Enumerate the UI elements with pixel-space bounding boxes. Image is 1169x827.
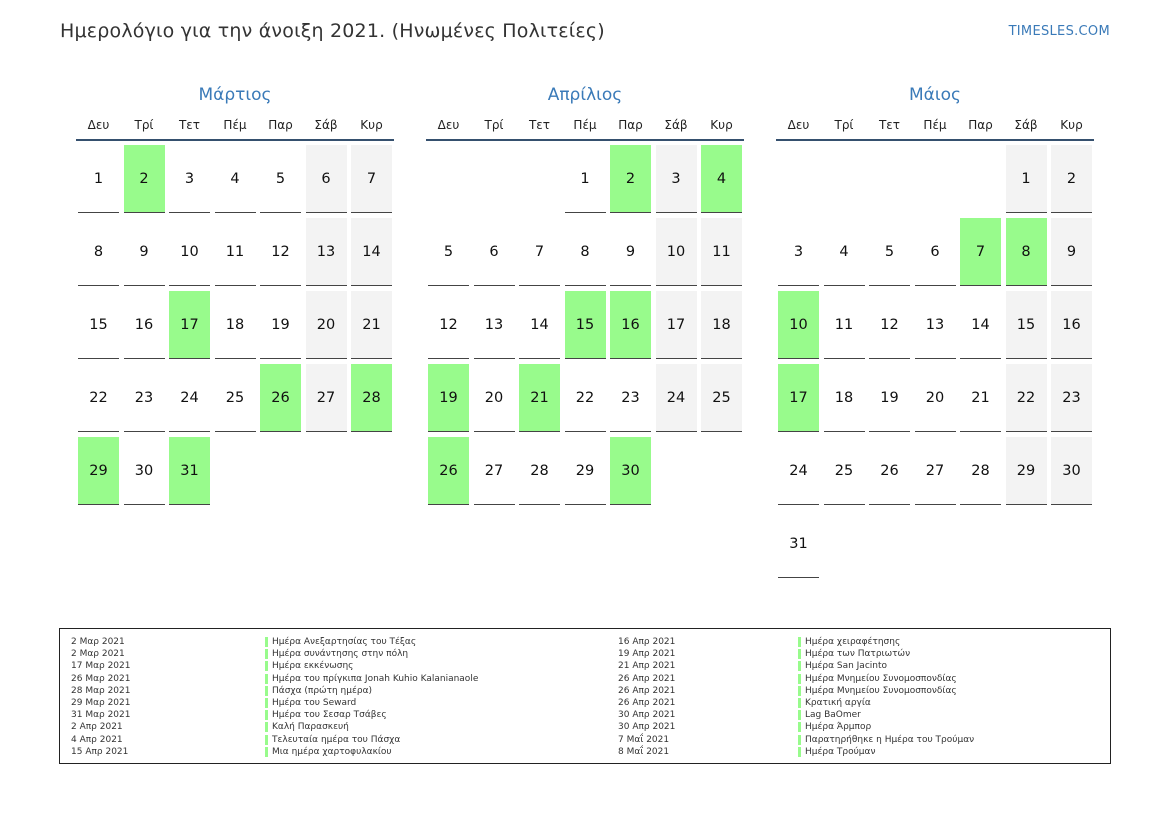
weekday-label: Δευ <box>787 118 810 132</box>
legend-holiday-name: Ημέρα των Πατριωτών <box>798 648 974 660</box>
holiday-day-cell[interactable]: 17 <box>169 291 210 359</box>
day-cell[interactable]: 10 <box>169 218 210 286</box>
legend-holiday-name: Ημέρα Μνημείου Συνομοσπονδίας <box>798 673 974 685</box>
empty-cell <box>519 145 560 213</box>
weekday-label: Σάβ <box>1014 118 1038 132</box>
legend-date: 16 Απρ 2021 <box>618 637 676 647</box>
holiday-day-cell[interactable]: 28 <box>351 364 392 432</box>
legend-holiday-name: Ημέρα του πρίγκιπα Jonah Kuhio Kalanianaole <box>265 673 478 685</box>
holiday-day-cell[interactable]: 26 <box>428 437 469 505</box>
day-cell[interactable]: 19 <box>260 291 301 359</box>
day-cell[interactable]: 18 <box>824 364 865 432</box>
weekday-label: Πέμ <box>923 118 947 132</box>
weekday-label: Τετ <box>178 118 201 132</box>
weekday-label: Κυρ <box>1060 118 1083 132</box>
legend-holiday-name: Ημέρα San Jacinto <box>798 660 974 672</box>
day-cell[interactable]: 25 <box>824 437 865 505</box>
weekday-label: Κυρ <box>360 118 383 132</box>
day-cell[interactable]: 15 <box>78 291 119 359</box>
day-cell[interactable]: 14 <box>960 291 1001 359</box>
legend-date: 2 Μαρ 2021 <box>71 637 125 647</box>
day-cell[interactable]: 11 <box>701 218 742 286</box>
weekday-header <box>426 117 744 141</box>
day-cell[interactable]: 6 <box>915 218 956 286</box>
day-cell[interactable]: 23 <box>124 364 165 432</box>
day-cell[interactable]: 1 <box>565 145 606 213</box>
day-cell[interactable]: 3 <box>656 145 697 213</box>
day-cell[interactable]: 20 <box>474 364 515 432</box>
holiday-day-cell[interactable]: 31 <box>169 437 210 505</box>
legend-dates-left <box>71 636 131 758</box>
day-cell[interactable]: 7 <box>519 218 560 286</box>
day-cell[interactable]: 3 <box>169 145 210 213</box>
empty-cell <box>778 145 819 213</box>
day-cell[interactable]: 25 <box>701 364 742 432</box>
month-march <box>76 83 394 505</box>
legend-holiday-name: Ημέρα συνάντησης στην πόλη <box>265 648 478 660</box>
legend-names-right <box>798 636 974 758</box>
day-cell[interactable]: 4 <box>824 218 865 286</box>
day-cell[interactable]: 8 <box>565 218 606 286</box>
day-cell[interactable]: 24 <box>778 437 819 505</box>
day-cell[interactable]: 28 <box>960 437 1001 505</box>
weekday-label: Κυρ <box>710 118 733 132</box>
legend-holiday-name: Παρατηρήθηκε η Ημέρα του Τρούμαν <box>798 734 974 746</box>
legend-date: 4 Απρ 2021 <box>71 734 123 745</box>
weekday-label: Σάβ <box>314 118 338 132</box>
legend-date: 30 Απρ 2021 <box>618 722 676 733</box>
day-cell[interactable]: 30 <box>124 437 165 505</box>
legend-holiday-name: Lag BaOmer <box>798 709 974 721</box>
weekday-label: Δευ <box>87 118 110 132</box>
empty-cell <box>824 145 865 213</box>
legend-date: 7 Μαΐ 2021 <box>618 734 670 745</box>
weekday-label: Παρ <box>268 118 293 132</box>
legend-holiday-name: Μια ημέρα χαρτοφυλακίου <box>265 746 478 758</box>
month-name: Μάρτιος <box>198 85 272 105</box>
day-cell[interactable]: 13 <box>306 218 347 286</box>
weekday-label: Τρί <box>484 118 504 132</box>
weekday-label: Τετ <box>528 118 551 132</box>
day-cell[interactable]: 14 <box>519 291 560 359</box>
day-cell[interactable]: 14 <box>351 218 392 286</box>
day-cell[interactable]: 1 <box>78 145 119 213</box>
day-cell[interactable]: 31 <box>778 510 819 578</box>
day-cell[interactable]: 8 <box>78 218 119 286</box>
month-may <box>776 83 1094 578</box>
day-cell[interactable]: 9 <box>1051 218 1092 286</box>
weekday-header <box>76 117 394 141</box>
legend-holiday-name: Καλή Παρασκευή <box>265 721 478 733</box>
weekday-label: Παρ <box>968 118 993 132</box>
weekday-label: Πέμ <box>223 118 247 132</box>
day-cell[interactable]: 5 <box>260 145 301 213</box>
day-cell[interactable]: 11 <box>824 291 865 359</box>
legend-date: 8 Μαΐ 2021 <box>618 746 670 757</box>
legend-holiday-name: Ημέρα χειραφέτησης <box>798 636 974 648</box>
legend-holiday-name: Κρατική αργία <box>798 697 974 709</box>
weekday-label: Σάβ <box>664 118 688 132</box>
day-cell[interactable]: 10 <box>656 218 697 286</box>
holiday-day-cell[interactable]: 4 <box>701 145 742 213</box>
legend-holiday-name: Ημέρα του Σεσαρ Τσάβες <box>265 709 478 721</box>
holiday-day-cell[interactable]: 17 <box>778 364 819 432</box>
holiday-day-cell[interactable]: 2 <box>124 145 165 213</box>
holiday-day-cell[interactable]: 10 <box>778 291 819 359</box>
day-cell[interactable]: 28 <box>519 437 560 505</box>
day-cell[interactable]: 29 <box>565 437 606 505</box>
day-cell[interactable]: 21 <box>960 364 1001 432</box>
legend-date: 28 Μαρ 2021 <box>71 685 131 696</box>
legend-holiday-name: Ημέρα Τρούμαν <box>798 746 974 758</box>
site-link[interactable]: TIMESLES.COM <box>1008 24 1110 39</box>
day-cell[interactable]: 9 <box>124 218 165 286</box>
holiday-day-cell[interactable]: 29 <box>78 437 119 505</box>
legend-date: 26 Μαρ 2021 <box>71 673 131 684</box>
month-april <box>426 83 744 505</box>
day-cell[interactable]: 21 <box>351 291 392 359</box>
day-cell[interactable]: 13 <box>915 291 956 359</box>
weekday-header <box>776 117 1094 141</box>
day-cell[interactable]: 19 <box>869 364 910 432</box>
legend-date: 26 Απρ 2021 <box>618 685 676 696</box>
day-cell[interactable]: 20 <box>915 364 956 432</box>
legend-holiday-name: Πάσχα (πρώτη ημέρα) <box>265 685 478 697</box>
legend-date: 17 Μαρ 2021 <box>71 661 131 672</box>
day-cell[interactable]: 1 <box>1006 145 1047 213</box>
day-cell[interactable]: 16 <box>1051 291 1092 359</box>
day-cell[interactable]: 20 <box>306 291 347 359</box>
day-cell[interactable]: 15 <box>1006 291 1047 359</box>
page-title: Ημερολόγιο για την άνοιξη 2021. (Ηνωμένες Πολιτείες) <box>60 20 605 42</box>
day-cell[interactable]: 22 <box>1006 364 1047 432</box>
day-cell[interactable]: 11 <box>215 218 256 286</box>
day-cell[interactable]: 16 <box>124 291 165 359</box>
day-cell[interactable]: 13 <box>474 291 515 359</box>
day-cell[interactable]: 9 <box>610 218 651 286</box>
day-cell[interactable]: 5 <box>428 218 469 286</box>
day-cell[interactable]: 29 <box>1006 437 1047 505</box>
holiday-day-cell[interactable]: 8 <box>1006 218 1047 286</box>
holiday-day-cell[interactable]: 2 <box>610 145 651 213</box>
day-grid <box>76 145 394 505</box>
month-name: Μάιος <box>908 85 961 105</box>
holiday-day-cell[interactable]: 16 <box>610 291 651 359</box>
empty-cell <box>869 145 910 213</box>
legend-date: 26 Απρ 2021 <box>618 673 676 684</box>
legend-date: 15 Απρ 2021 <box>71 746 129 757</box>
day-cell[interactable]: 6 <box>306 145 347 213</box>
day-cell[interactable]: 3 <box>778 218 819 286</box>
legend-holiday-name: Ημέρα Άρμπορ <box>798 721 974 733</box>
holiday-day-cell[interactable]: 30 <box>610 437 651 505</box>
legend-holiday-name: Ημέρα εκκένωσης <box>265 660 478 672</box>
legend-date: 19 Απρ 2021 <box>618 649 676 660</box>
day-cell[interactable]: 17 <box>656 291 697 359</box>
empty-cell <box>915 145 956 213</box>
day-cell[interactable]: 23 <box>610 364 651 432</box>
weekday-label: Τρί <box>134 118 154 132</box>
day-grid <box>776 145 1094 578</box>
legend-holiday-name: Ημέρα Ανεξαρτησίας του Τέξας <box>265 636 478 648</box>
day-cell[interactable]: 25 <box>215 364 256 432</box>
day-cell[interactable]: 18 <box>701 291 742 359</box>
day-cell[interactable]: 27 <box>915 437 956 505</box>
day-cell[interactable]: 7 <box>351 145 392 213</box>
month-name: Απρίλιος <box>547 85 623 105</box>
day-cell[interactable]: 23 <box>1051 364 1092 432</box>
day-cell[interactable]: 12 <box>428 291 469 359</box>
day-cell[interactable]: 24 <box>656 364 697 432</box>
day-cell[interactable]: 18 <box>215 291 256 359</box>
weekday-label: Παρ <box>618 118 643 132</box>
legend-holiday-name: Ημέρα Μνημείου Συνομοσπονδίας <box>798 685 974 697</box>
holiday-day-cell[interactable]: 19 <box>428 364 469 432</box>
legend-date: 21 Απρ 2021 <box>618 661 676 672</box>
day-cell[interactable]: 6 <box>474 218 515 286</box>
weekday-label: Τρί <box>834 118 854 132</box>
day-cell[interactable]: 22 <box>565 364 606 432</box>
legend-date: 26 Απρ 2021 <box>618 697 676 708</box>
day-cell[interactable]: 5 <box>869 218 910 286</box>
legend-date: 2 Μαρ 2021 <box>71 649 125 660</box>
legend-date: 31 Μαρ 2021 <box>71 710 131 721</box>
day-cell[interactable]: 24 <box>169 364 210 432</box>
legend-holiday-name: Τελευταία ημέρα του Πάσχα <box>265 734 478 746</box>
legend-names-left <box>265 636 478 758</box>
weekday-label: Πέμ <box>573 118 597 132</box>
day-grid <box>426 145 744 505</box>
holiday-day-cell[interactable]: 26 <box>260 364 301 432</box>
day-cell[interactable]: 27 <box>474 437 515 505</box>
empty-cell <box>960 145 1001 213</box>
empty-cell <box>428 145 469 213</box>
day-cell[interactable]: 30 <box>1051 437 1092 505</box>
empty-cell <box>474 145 515 213</box>
weekday-label: Τετ <box>878 118 901 132</box>
legend-date: 30 Απρ 2021 <box>618 710 676 721</box>
weekday-label: Δευ <box>437 118 460 132</box>
day-cell[interactable]: 22 <box>78 364 119 432</box>
holiday-legend <box>59 628 1111 764</box>
day-cell[interactable]: 26 <box>869 437 910 505</box>
day-cell[interactable]: 27 <box>306 364 347 432</box>
holiday-day-cell[interactable]: 15 <box>565 291 606 359</box>
legend-date: 29 Μαρ 2021 <box>71 697 131 708</box>
holiday-day-cell[interactable]: 21 <box>519 364 560 432</box>
day-cell[interactable]: 4 <box>215 145 256 213</box>
day-cell[interactable]: 2 <box>1051 145 1092 213</box>
legend-holiday-name: Ημέρα του Seward <box>265 697 478 709</box>
day-cell[interactable]: 12 <box>260 218 301 286</box>
legend-dates-right <box>618 636 675 758</box>
legend-date: 2 Απρ 2021 <box>71 722 123 733</box>
holiday-day-cell[interactable]: 7 <box>960 218 1001 286</box>
day-cell[interactable]: 12 <box>869 291 910 359</box>
